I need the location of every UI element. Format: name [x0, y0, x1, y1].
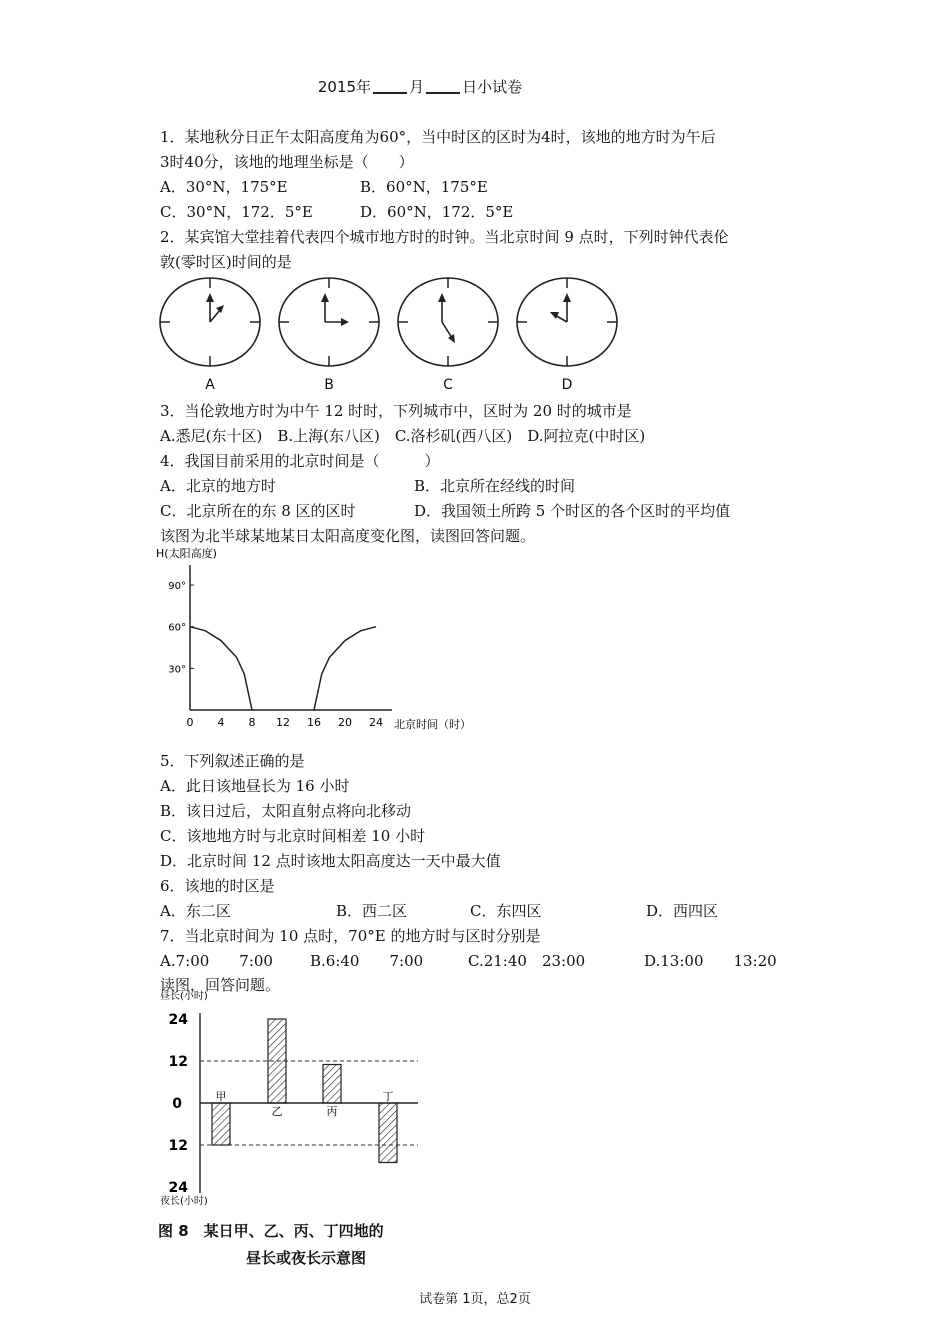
q3-options — [160, 426, 645, 446]
day-night-chart — [156, 990, 446, 1265]
chart2-y-tick-label: 12 — [168, 1054, 188, 1070]
q3-option-a: A.悉尼(东十区) — [160, 427, 263, 445]
chart2-category-label: 丁 — [382, 1090, 394, 1103]
chart2-y-tick-label: 24 — [168, 1180, 188, 1196]
chart2-bar-day — [323, 1065, 341, 1104]
clock-figure — [158, 276, 628, 396]
q1-option-b: B．60°N，175°E — [360, 178, 488, 196]
q2-stem-line2: 敦(零时区)时间的是 — [160, 253, 292, 271]
chart1-xlabel: 北京时间（时） — [394, 718, 471, 731]
clock-c-label: C — [443, 377, 453, 393]
q1-options-row2 — [160, 202, 513, 222]
q7-stem: 7．当北京时间为 10 点时，70°E 的地方时与区时分别是 — [160, 927, 541, 945]
chart2-bar-night — [379, 1103, 397, 1163]
chart1-x-tick-label: 24 — [369, 716, 383, 729]
chart1-ylabel: H(太阳高度) — [156, 547, 217, 560]
chart1-x-tick-label: 4 — [217, 716, 225, 729]
sun-altitude-chart — [156, 545, 496, 740]
clock-c — [396, 276, 500, 396]
q6-options — [160, 901, 718, 921]
q6-option-a: A．东二区 — [160, 902, 231, 920]
title-year: 2015年 — [317, 78, 372, 96]
chart1-y-tick-label: 30° — [168, 664, 186, 676]
chart1-x-tick-label: 20 — [338, 716, 352, 729]
chart1-intro: 该图为北半球某地某日太阳高度变化图，读图回答问题。 — [160, 527, 536, 545]
chart1-y-tick-label: 60° — [168, 622, 186, 634]
q6-option-b: B．西二区 — [336, 902, 408, 920]
q5-stem: 5．下列叙述正确的是 — [160, 752, 305, 770]
q1-option-a: A．30°N，175°E — [160, 178, 288, 196]
page-title — [0, 76, 840, 97]
chart1-series-line-0 — [190, 627, 252, 710]
chart1-x-tick-label: 8 — [248, 716, 256, 729]
blank-month — [373, 78, 407, 94]
chart2-y-tick-label: 24 — [168, 1012, 188, 1028]
chart2-bar-day — [268, 1019, 286, 1103]
chart2-category-label: 甲 — [215, 1090, 227, 1103]
clock-d — [515, 276, 619, 396]
clock-b-label: B — [324, 377, 334, 393]
blank-day — [426, 78, 460, 94]
q4-option-a: A．北京的地方时 — [160, 477, 276, 495]
chart2-category-label: 乙 — [271, 1105, 283, 1118]
q7-option-c: C.21:40 23:00 — [468, 952, 586, 970]
page-footer: 试卷第 1页，总2页 — [419, 1292, 531, 1307]
q4-options-row1 — [160, 476, 575, 496]
chart2-category-label: 丙 — [326, 1105, 338, 1118]
q3-option-b: B.上海(东八区) — [277, 427, 380, 445]
figure8-caption-line2: 昼长或夜长示意图 — [246, 1249, 367, 1267]
q1-stem-line2: 3时40分，该地的地理坐标是（ ） — [160, 153, 414, 171]
q3-option-d: D.阿拉克(中时区) — [527, 427, 646, 445]
q5-option-c: C．该地地方时与北京时间相差 10 小时 — [160, 827, 426, 845]
q7-option-a: A.7:00 7:00 — [160, 952, 273, 970]
q4-option-d: D．我国领土所跨 5 个时区的各个区时的平均值 — [414, 502, 731, 520]
q7-options — [160, 951, 777, 971]
q1-option-c: C．30°N，172．5°E — [160, 203, 313, 221]
chart2-bar-night — [212, 1103, 230, 1145]
q6-option-c: C．东四区 — [470, 902, 542, 920]
q5-option-b: B．该日过后，太阳直射点将向北移动 — [160, 802, 412, 820]
chart2-ylabel-top: 昼长(小时) — [160, 991, 208, 1002]
q6-option-d: D．西四区 — [646, 902, 719, 920]
q6-stem: 6．该地的时区是 — [160, 877, 275, 895]
q4-option-c: C．北京所在的东 8 区的区时 — [160, 502, 356, 520]
q3-option-c: C.洛杉矶(西八区) — [394, 427, 513, 445]
q2-stem-line1: 2．某宾馆大堂挂着代表四个城市地方时的时钟。当北京时间 9 点时，下列时钟代表伦 — [160, 228, 729, 246]
chart2-y-tick-label: 12 — [168, 1138, 188, 1154]
chart2-ylabel-bottom: 夜长(小时) — [160, 1196, 208, 1207]
chart1-x-tick-label: 12 — [276, 716, 290, 729]
q1-option-d: D．60°N，172．5°E — [360, 203, 514, 221]
q1-stem-line1: 1．某地秋分日正午太阳高度角为60°，当中时区的区时为4时，该地的地方时为午后 — [160, 128, 716, 146]
clock-b — [277, 276, 381, 396]
chart1-x-tick-label: 16 — [307, 716, 321, 729]
chart1-y-tick-label: 90° — [168, 581, 186, 592]
q4-stem: 4．我国目前采用的北京时间是（ ） — [160, 452, 440, 470]
chart1-x-tick-label: 0 — [186, 716, 194, 729]
figure8-caption-line1: 图 8 某日甲、乙、丙、丁四地的 — [158, 1222, 384, 1240]
sun-altitude-svg — [156, 545, 496, 740]
clock-a-label: A — [205, 377, 215, 393]
q5-option-a: A．此日该地昼长为 16 小时 — [160, 777, 350, 795]
q7-option-d: D.13:00 13:20 — [644, 952, 777, 970]
title-day: 日小试卷 — [462, 78, 523, 96]
q7-option-b: B.6:40 7:00 — [310, 952, 424, 970]
chart2-intro: 读图，回答问题。 — [160, 976, 281, 994]
clock-d-label: D — [561, 377, 573, 393]
clock-a — [158, 276, 262, 396]
day-night-svg — [156, 990, 446, 1215]
title-month: 月 — [409, 78, 425, 96]
q1-options-row1 — [160, 177, 488, 197]
q5-option-d: D．北京时间 12 点时该地太阳高度达一天中最大值 — [160, 852, 501, 870]
chart1-series-line-1 — [314, 627, 376, 710]
q3-stem: 3．当伦敦地方时为中午 12 时时，下列城市中，区时为 20 时的城市是 — [160, 402, 632, 420]
q4-options-row2 — [160, 501, 730, 521]
q4-option-b: B．北京所在经线的时间 — [414, 477, 576, 495]
chart2-y-tick-label: 0 — [172, 1096, 182, 1112]
